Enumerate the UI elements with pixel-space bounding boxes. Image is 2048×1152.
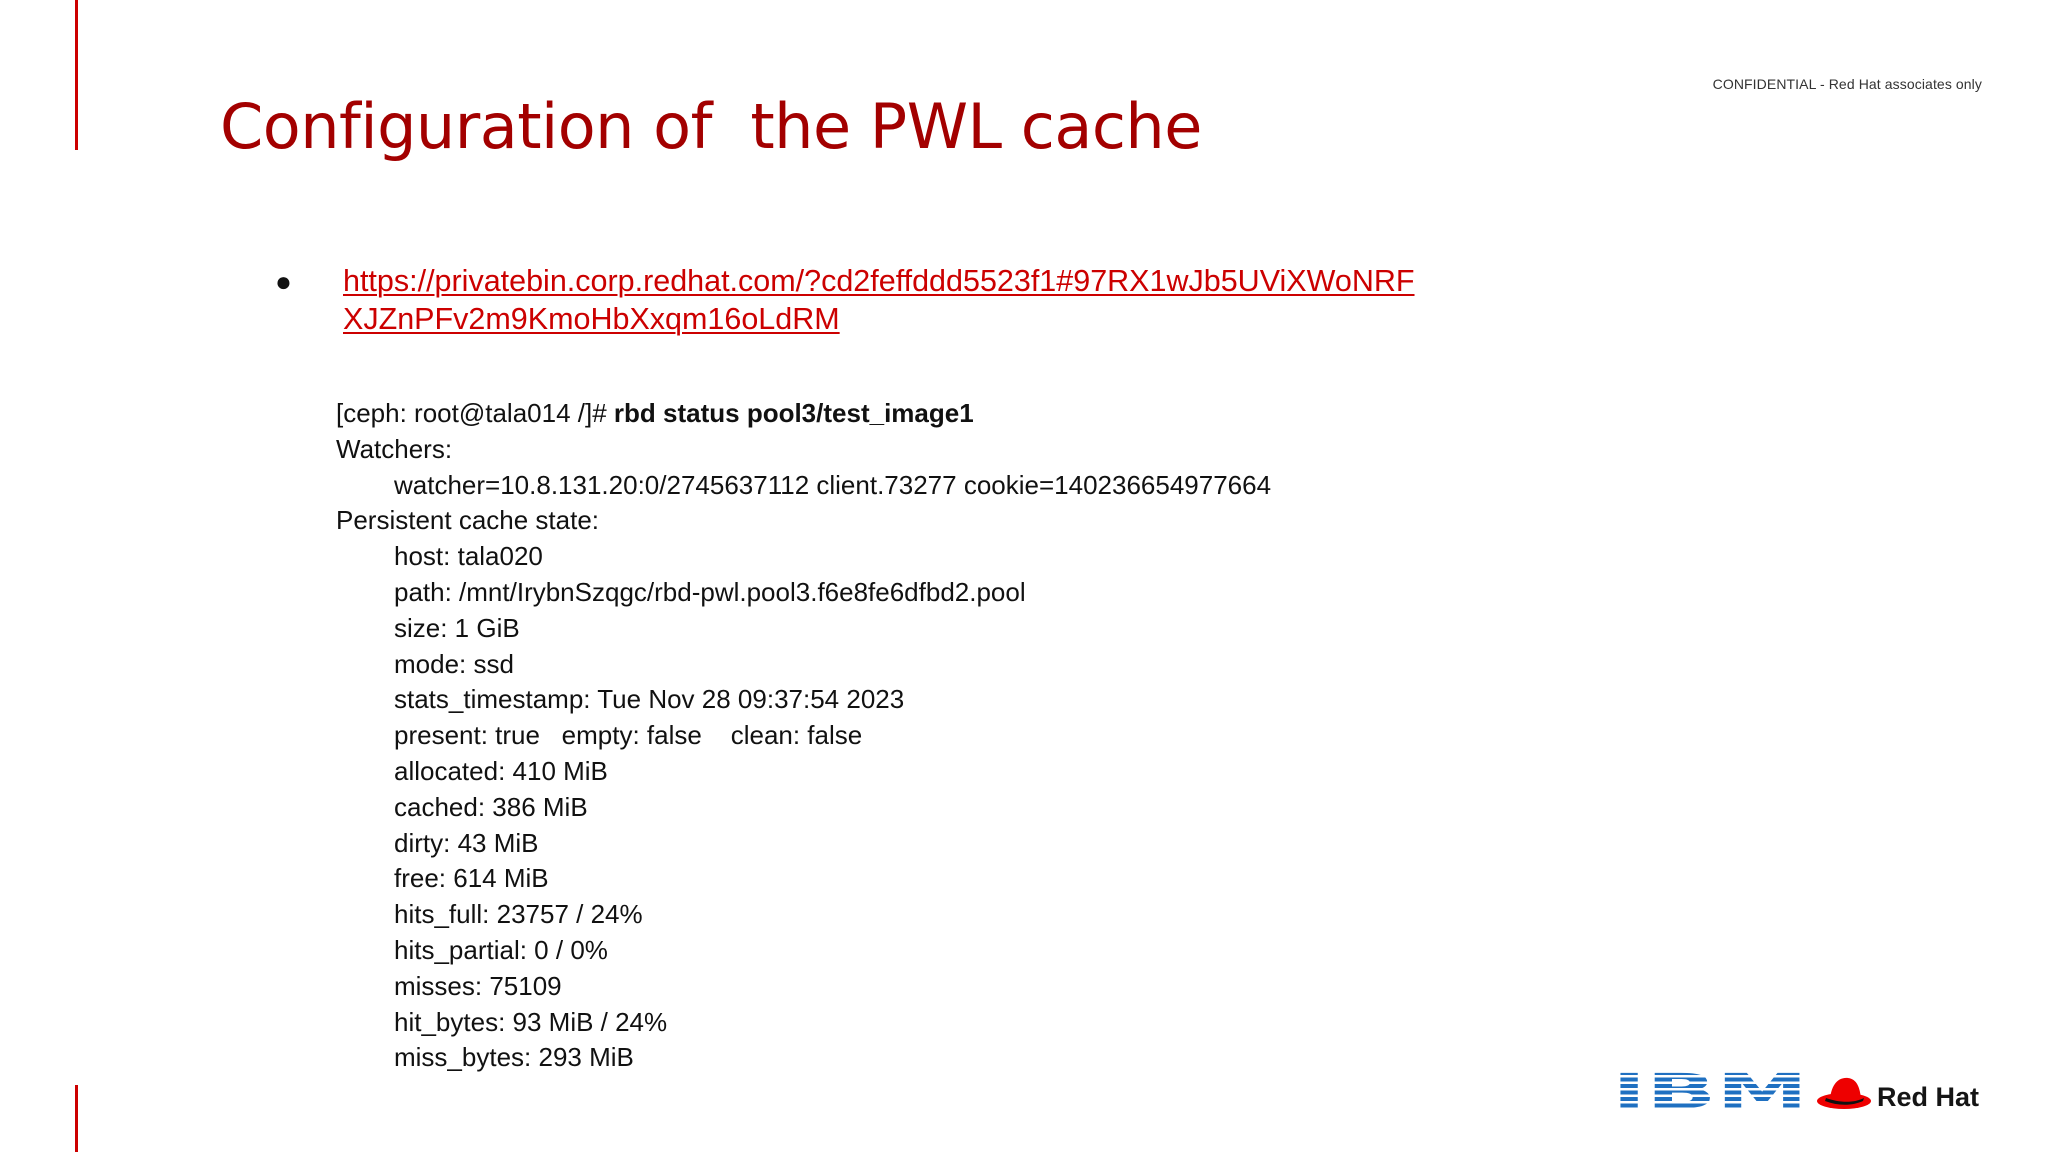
footer-logos <box>1612 1066 1987 1116</box>
cache-state-label: Persistent cache state: <box>336 505 600 536</box>
cache-host: host: tala020 <box>394 541 543 572</box>
command-line <box>336 396 1271 432</box>
bullet-dot: ● <box>275 266 292 297</box>
ibm-logo <box>1612 1071 1812 1108</box>
cache-present-flags: present: true empty: false clean: false <box>394 720 863 751</box>
privatebin-link[interactable] <box>343 262 1463 338</box>
link-bullet <box>275 262 1475 338</box>
watcher-line: watcher=10.8.131.20:0/2745637112 client.73277 cookie=140236654977664 <box>394 469 1272 500</box>
cache-allocated: allocated: 410 MiB <box>394 755 608 786</box>
cache-mode: mode: ssd <box>394 648 514 679</box>
shell-command: rbd status pool3/test_image1 <box>613 398 974 428</box>
accent-line-bottom <box>75 1085 78 1152</box>
cache-cached: cached: 386 MiB <box>394 791 588 822</box>
slide-title: Configuration of the PWL cache <box>220 90 1202 163</box>
cache-path: path: /mnt/IrybnSzqgc/rbd-pwl.pool3.f6e8fe6dfbd2.pool <box>394 576 1026 607</box>
shell-prompt: [ceph: root@tala014 /]# <box>336 398 614 428</box>
privatebin-link-line2[interactable]: XJZnPFv2m9KmoHbXxqm16oLdRM <box>343 302 840 336</box>
cache-hits-partial: hits_partial: 0 / 0% <box>394 934 608 965</box>
terminal-output <box>336 396 1271 1076</box>
confidential-notice: CONFIDENTIAL - Red Hat associates only <box>1712 76 1982 92</box>
privatebin-link-line1[interactable]: https://privatebin.corp.redhat.com/?cd2feffddd5523f1#97RX1wJb5UViXWoNRF <box>343 264 1415 298</box>
cache-stats-timestamp: stats_timestamp: Tue Nov 28 09:37:54 2023 <box>394 684 905 715</box>
accent-line-top <box>75 0 78 150</box>
cache-misses: misses: 75109 <box>394 970 562 1001</box>
cache-miss-bytes: miss_bytes: 293 MiB <box>394 1042 634 1073</box>
logo-group <box>1612 1066 1987 1116</box>
cache-dirty: dirty: 43 MiB <box>394 827 539 858</box>
cache-size: size: 1 GiB <box>394 612 520 643</box>
redhat-hat-icon <box>1817 1078 1871 1109</box>
redhat-wordmark: Red Hat <box>1877 1082 1980 1112</box>
cache-hits-full: hits_full: 23757 / 24% <box>394 899 643 930</box>
cache-free: free: 614 MiB <box>394 863 549 894</box>
cache-hit-bytes: hit_bytes: 93 MiB / 24% <box>394 1006 668 1037</box>
watchers-label: Watchers: <box>336 433 453 464</box>
